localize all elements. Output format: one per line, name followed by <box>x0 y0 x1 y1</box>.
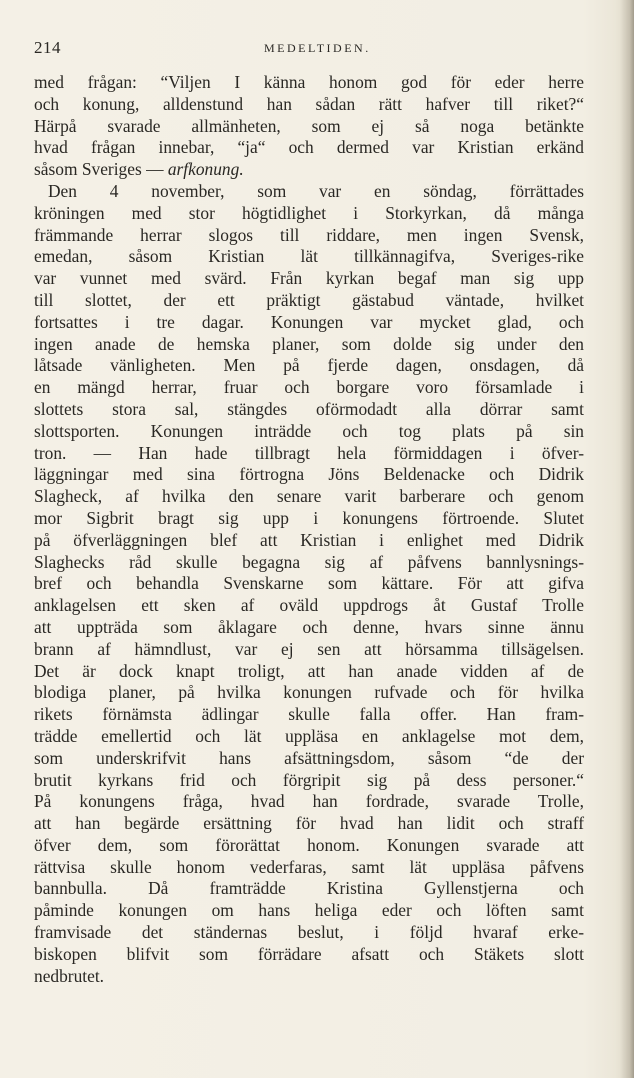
text-line: anklagelsen ett sken af oväld uppdrogs åt Gustaf Trolle <box>34 595 584 616</box>
text-line: främmande herrar slogos till riddare, men ingen Svensk, <box>34 224 584 245</box>
text-line: rikets förnämsta ädlingar skulle falla offer. Han fram- <box>34 704 584 725</box>
text-line: Härpå svarade allmänheten, som ej så noga betänkte <box>34 115 584 136</box>
text-line: bref och behandla Svenskarne som kättare. För att gifva <box>34 573 584 594</box>
text-line: tron. — Han hade tillbragt hela förmiddagen i öfver- <box>34 442 584 463</box>
text-line: brutit kyrkans frid och förgripit sig på dess personer.“ <box>34 769 584 790</box>
text-line: och konung, alldenstund han sådan rätt hafver till riket?“ <box>34 93 584 114</box>
text-line: trädde emellertid och lät uppläsa en anklagelse mot dem, <box>34 725 584 746</box>
text-line: med frågan: “Viljen I känna honom god för eder herre <box>34 72 584 92</box>
text-line: Slaghecks råd skulle begagna sig af påfvens bannlysnings- <box>34 551 584 572</box>
text-line: kröningen med stor högtidlighet i Storkyrkan, då många <box>34 202 584 223</box>
text-line: var vunnet med svärd. Från kyrkan begaf man sig upp <box>34 268 584 289</box>
text-line: Den 4 november, som var en söndag, förrättades <box>48 180 584 201</box>
text-line: slottets stora sal, stängdes oförmodadt alla dörrar samt <box>34 398 584 419</box>
text-line: Slagheck, af hvilka den senare varit barberare och genom <box>34 486 584 507</box>
page-number: 214 <box>34 38 61 57</box>
text-line: emedan, såsom Kristian lät tillkännagifva, Sveriges-rike <box>34 246 584 267</box>
text-line: ingen anade de hemska planer, som dolde sig under den <box>34 333 584 354</box>
text-line: framvisade det ständernas beslut, i följd hvaraf erke- <box>34 922 584 943</box>
text-line <box>34 159 584 181</box>
text-line: påminde konungen om hans heliga eder och löften samt <box>34 900 584 921</box>
italic-term: arfkonung. <box>167 159 244 180</box>
text-line: slottsporten. Konungen inträdde och tog plats på sin <box>34 420 584 441</box>
text-line: på öfverläggningen blef att Kristian i enlighet med Didrik <box>34 529 584 550</box>
text-line: bannbulla. Då framträdde Kristina Gyllenstjerna och <box>34 878 584 899</box>
text-line: blodiga planer, på hvilka konungen rufvade och för hvilka <box>34 682 584 703</box>
text-line: till slottet, der ett präktigt gästabud väntade, hvilket <box>34 289 584 310</box>
text-segment: såsom Sveriges — <box>34 159 164 180</box>
running-head: MEDELTIDEN. <box>264 41 371 55</box>
text-line: fortsattes i tre dagar. Konungen var mycket glad, och <box>34 311 584 332</box>
text-line: mor Sigbrit bragt sig upp i konungens förtroende. Slutet <box>34 507 584 528</box>
text-line: hvad frågan innebar, “ja“ och dermed var Kristian erkänd <box>34 137 584 158</box>
text-line: Det är dock knapt troligt, att han anade vidden af de <box>34 660 584 681</box>
text-line: biskopen blifvit som förrädare afsatt och Stäkets slott <box>34 943 584 964</box>
text-line: att uppträda som åklagare och denne, hvars sinne ännu <box>34 616 584 637</box>
body-text <box>34 72 584 987</box>
text-line: På konungens fråga, hvad han fordrade, svarade Trolle, <box>34 791 584 812</box>
text-line: öfver dem, som förorättat honom. Konungen svarade att <box>34 834 584 855</box>
text-line: brann af hämndlust, var ej sen att hörsamma tillsägelsen. <box>34 638 584 659</box>
text-line: rättvisa skulle honom vederfaras, samt lät uppläsa påfvens <box>34 856 584 877</box>
text-line: en mängd herrar, fruar och borgare voro församlade i <box>34 377 584 398</box>
page-edge-shadow <box>620 0 634 1078</box>
text-line: läggningar med sina förtrogna Jöns Beldenacke och Didrik <box>34 464 584 485</box>
text-line: att han begärde ersättning för hvad han lidit och straff <box>34 813 584 834</box>
text-line: nedbrutet. <box>34 965 105 986</box>
text-line: låtsade vänligheten. Men på fjerde dagen, onsdagen, då <box>34 355 584 376</box>
page-header <box>34 38 584 62</box>
text-line: som underskrifvit hans afsättningsdom, såsom “de der <box>34 747 584 768</box>
